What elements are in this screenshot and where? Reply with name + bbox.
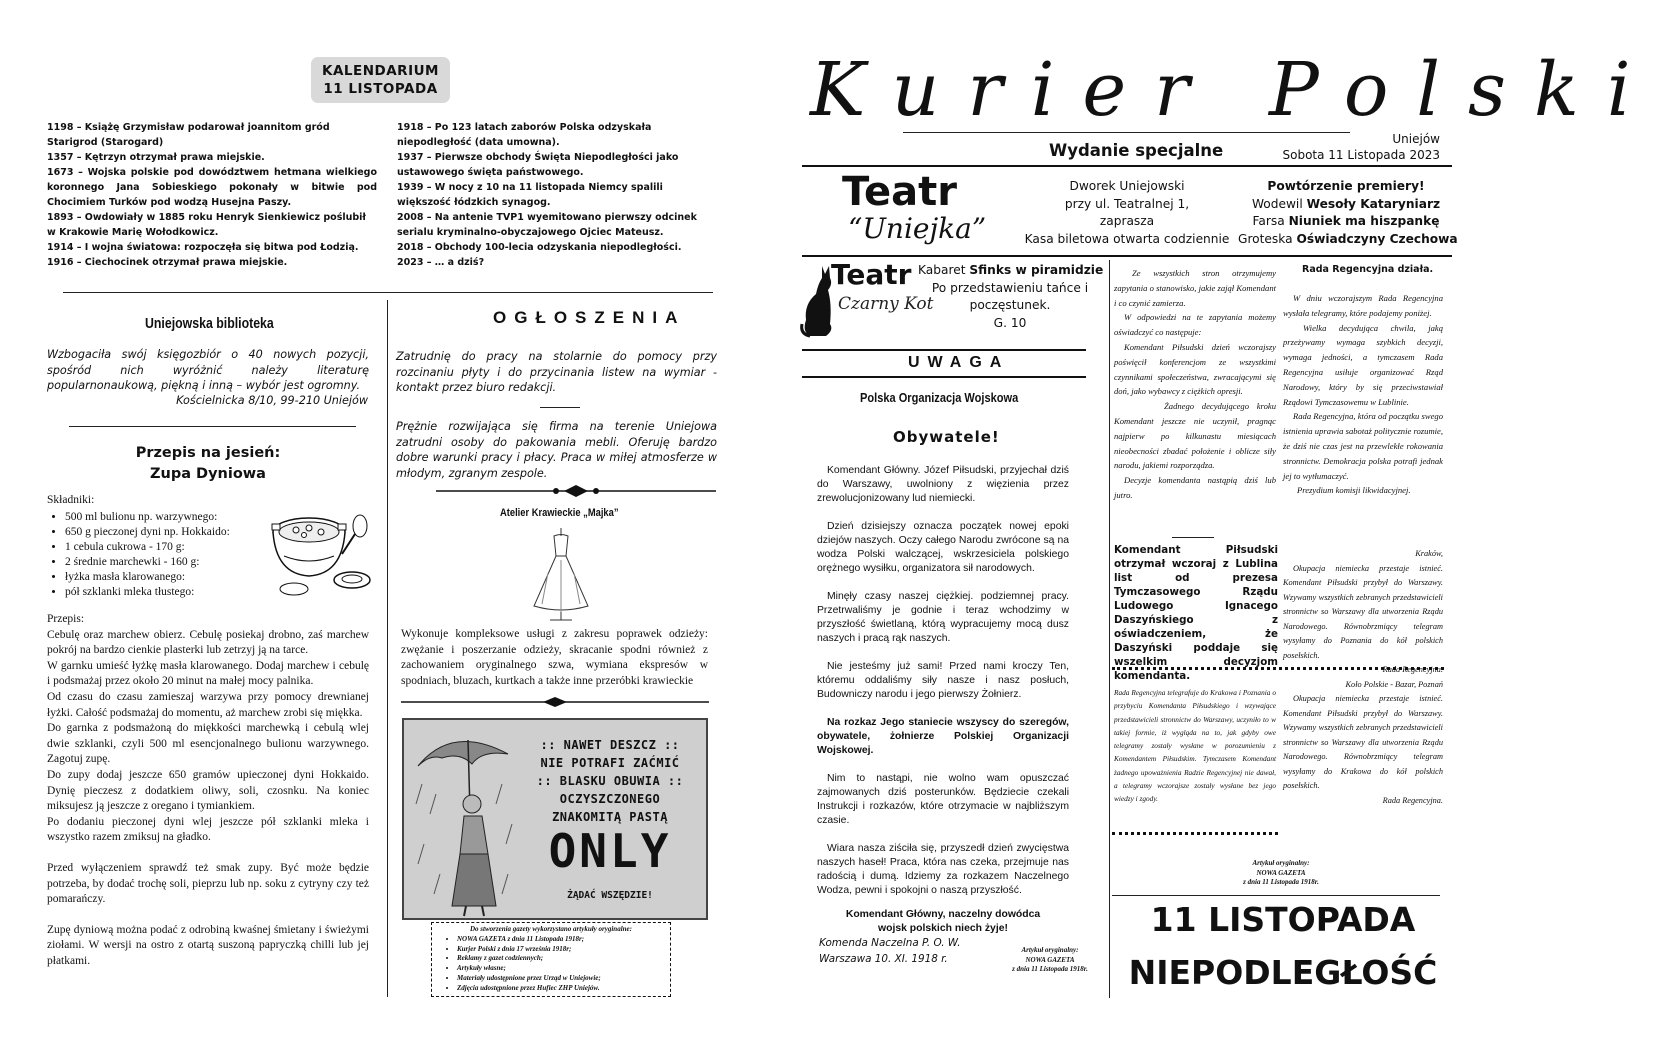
telegram-text: Okupacja niemiecka przestaje istnieć. Komendant Piłsudski przybył do Warszawy. Wzywamy wszystkich zebranych przedstawicieli stronnictw so Warszawy dla utworzenia Rządu Narodowego. Równobrzmiący telegram wysyłamy do Poznania do kół polskich posełskich. bbox=[1283, 563, 1443, 660]
biblioteka-text: Wzbogaciła swój księgozbiór o 40 nowych pozycji, spośród nich wyróżnić należy literaturę popularnonaukową, piękną i inną – wybór jest ogromny. bbox=[47, 348, 369, 392]
article-signature: Prezydium komisji likwidacyjnej. bbox=[1297, 485, 1411, 496]
biblioteka-title: Uniejowska biblioteka bbox=[145, 316, 274, 332]
note-line: z dnia 11 Listopada 1918r. bbox=[1243, 878, 1319, 886]
divider bbox=[802, 349, 1086, 351]
article-paragraph: Ze wszystkich stron otrzymujemy zapytania o stanowisko, jakie zajął Komendant i co czynić zamierza. bbox=[1114, 268, 1276, 308]
column-divider bbox=[1109, 260, 1110, 998]
masthead-city: Uniejów bbox=[1392, 132, 1440, 146]
note-line: Artykuł oryginalny: bbox=[1252, 859, 1310, 867]
headline-date: 11 LISTOPADA bbox=[1150, 900, 1416, 939]
przepis-title-1: Przepis na jesień: bbox=[135, 445, 281, 461]
only-line: ZNAKOMITĄ PASTĄ bbox=[552, 810, 668, 824]
obywatele-title: Obywatele! bbox=[893, 428, 1000, 446]
telegram-signature: Rada Regencyjna. bbox=[1382, 795, 1443, 805]
source-item: • Zdjęcia udostępnione przez Hufiec ZHP Uniejów. bbox=[457, 984, 665, 994]
divider bbox=[540, 407, 580, 408]
ogloszenia-title: OGŁOSZENIA bbox=[493, 308, 686, 327]
show-genre: Kabaret bbox=[918, 263, 970, 277]
dotted-divider bbox=[1112, 832, 1278, 835]
only-advertisement bbox=[402, 718, 708, 920]
ingredient: • 650 g pieczonej dyni np. Hokkaido: bbox=[65, 525, 277, 540]
note-line: Artykuł oryginalny: bbox=[1021, 946, 1079, 954]
kalendarium-badge bbox=[311, 57, 450, 103]
only-line: OCZYSZCZONEGO bbox=[559, 792, 661, 806]
recipe-step: Po dodaniu pieczonej dyni wlej jeszcze pół szklanki mleka i wszystko razem zmiksuj na gładko. bbox=[47, 815, 369, 844]
uwaga-signature: wojsk polskich niech żyje! bbox=[878, 923, 1008, 934]
kal-entry: 1198 – Książę Grzymisław podarował joannitom gród Starigrod (Starogard) bbox=[47, 122, 330, 148]
telegram-place: Koło Polskie - Bazar, Poznań bbox=[1345, 679, 1443, 689]
divider bbox=[802, 376, 1086, 378]
show-line bbox=[1238, 213, 1454, 231]
teatr-kot-name: Teatr bbox=[831, 258, 912, 291]
only-line: :: NAWET DESZCZ :: bbox=[540, 738, 680, 752]
info-line: G. 10 bbox=[993, 315, 1027, 330]
kal-entry: 1673 – Wojska polskie pod dowództwem hetmana wielkiego koronnego Jana Sobieskiego pokonały w bitwie pod Chocimiem Turków pod wodzą Husejna Paszy. bbox=[47, 167, 377, 208]
teatr-kot-subname: Czarny Kot bbox=[838, 294, 934, 314]
recipe-step: Do zupy dodaj jeszcze 650 gramów upieczonej dyni Hokkaido. Dynię pieczesz z dodatkiem oliwy, soli, czosnku. Na koniec miksujesz ją jeszcze z oregano i tymiankiem. bbox=[47, 768, 369, 813]
premiere-note: Powtórzenie premiery! bbox=[1267, 179, 1425, 193]
show-genre: Farsa bbox=[1252, 214, 1289, 228]
ornament-divider bbox=[401, 696, 709, 708]
atelier-title: Atelier Krawieckie „Majka” bbox=[500, 507, 619, 519]
article-paragraph: W odpowiedzi na te zapytania możemy oświadczyć co następuje: bbox=[1114, 312, 1276, 338]
divider bbox=[63, 292, 713, 293]
show-line bbox=[918, 262, 1102, 280]
teatr-uniejka-name: Teatr bbox=[842, 169, 957, 215]
uwaga-paragraph: Wiara nasza ziściła się, przyszedł dzień zwycięstwa naszych haseł! Praca, która nas czeka, przejmuje nas radością i dumą. Idziemy za rozkazem Naczelnego Wodza, pewni i spokojni o naszą przyszłość. bbox=[817, 843, 1069, 896]
only-line: :: BLASKU OBUWIA :: bbox=[536, 774, 684, 788]
uwaga-body bbox=[817, 464, 1069, 936]
info-line: zaprasza bbox=[1099, 214, 1155, 228]
uwaga-footer bbox=[819, 935, 961, 967]
divider bbox=[69, 426, 356, 427]
sources-title: Do stworzenia gazety wykorzystano artykuły oryginalne: bbox=[470, 925, 632, 933]
skladniki-label: Składniki: bbox=[47, 494, 95, 506]
original-article-note bbox=[1226, 859, 1336, 888]
original-article-note bbox=[1000, 946, 1100, 975]
article-paragraph: Żadnego decydującego kroku Komendant jeszcze nie uczynił, pragnąc najpierw po kilkunastu miesiącach nieobecności zbadać położenie i oblicze siły narodu, jakiemi rozporządza. bbox=[1114, 401, 1276, 471]
uwaga-paragraph: Na rozkaz Jego staniecie wszyscy do szeregów, obywatele, żołnierze Polskiej Organizacji Wojskowej. bbox=[817, 717, 1069, 756]
article-paragraph: Wielka decydująca chwila, jaką przeżywamy wymaga szybkich decyzji, wymaga jedności, a tymczasem Rada Regencyjna usiłuje organizować Rząd Narodowy, który by się przeciwstawiał Rządowi Tymczasowemu w Lublinie. bbox=[1283, 322, 1443, 407]
recipe-paragraph: Przed wyłączeniem sprawdź też smak zupy. Być może będzie potrzeba, by dodać trochę soli, pieprzu lub np. soku z cytryny czy też pomarańczy. bbox=[47, 861, 369, 906]
masthead-date: Sobota 11 Listopada 2023 bbox=[1282, 148, 1440, 162]
kal-entry: 1893 – Owdowiały w 1885 roku Henryk Sienkiewicz poślubił w Krakowie Marię Wołodkowicz. bbox=[47, 212, 366, 238]
divider bbox=[1112, 895, 1440, 896]
sources-box bbox=[431, 922, 671, 997]
headline-independence: NIEPODLEGŁOŚĆ bbox=[1128, 953, 1438, 992]
col3-bold-article: Komendant Piłsudski otrzymał wczoraj z Lublina list od prezesa Tymczasowego Rządu Ludowego Ignacego Daszyńskiego z oświadczeniem, że Daszyński poddaje się wszelkim decyzjom komendanta. bbox=[1114, 544, 1278, 682]
note-line: NOWA GAZETA bbox=[1025, 955, 1075, 964]
biblioteka-address: Kościelnicka 8/10, 99-210 Uniejów bbox=[176, 394, 368, 407]
kal-entry: 2018 – Obchody 100-lecia odzyskania niepodległości. bbox=[397, 242, 682, 253]
source-item: • Kurjer Polski z dnia 17 września 1918r; bbox=[457, 945, 665, 955]
uwaga-paragraph: Nie jesteśmy już sami! Przed nami kroczy Ten, któremu oddaliśmy siły nasze i nasz posłuch, Budowniczy narodu i jego pierwszy Żołnierz. bbox=[817, 661, 1069, 700]
teatr-uniejka-subname: “Uniejka” bbox=[848, 212, 987, 245]
info-line: przy ul. Teatralnej 1, bbox=[1064, 196, 1190, 211]
info-line: Dworek Uniejowski bbox=[1069, 179, 1185, 193]
only-tagline: ŻĄDAĆ WSZĘDZIE! bbox=[567, 890, 653, 901]
only-slogan bbox=[520, 736, 700, 826]
col3-article bbox=[1114, 266, 1276, 503]
uwaga-paragraph: Dzień dzisiejszy oznacza początek nowej epoki dziejów naszych. Oczy całego Narodu zwrócone są na wodza Polski walczącej, wskrzesiciela polskiego orężnego wysiłku, organizatora sił narodowych. bbox=[817, 521, 1069, 574]
only-brand: ONLY bbox=[548, 824, 672, 878]
teatr-kot-info bbox=[918, 262, 1102, 332]
article-paragraph: Komendant Piłsudski dzień wczorajszy poświęcił konferencjom ze wszystkimi czynnikami społeczeństwa, zwracającymi się doń, jako wybawcy z ciężkich opresji. bbox=[1114, 341, 1276, 397]
kalendarium-title: KALENDARIUM bbox=[321, 63, 439, 79]
show-title: Niuniek ma hiszpankę bbox=[1288, 214, 1440, 228]
kalendarium-left bbox=[47, 120, 377, 270]
telegram-signature: Rada Regencyjna. bbox=[1382, 665, 1443, 674]
uwaga-title: UWAGA bbox=[908, 354, 1010, 371]
show-title: Oświadczyny Czechowa bbox=[1296, 231, 1458, 246]
col4-telegrams bbox=[1283, 547, 1443, 808]
recipe-text bbox=[47, 612, 369, 969]
recipe-step: Cebulę oraz marchew obierz. Cebulę posiekaj drobno, zaś marchew pokrój na bardzo cienkie plasterki lub zetrzyj ją na tarce. bbox=[47, 628, 369, 657]
ingredient: • 1 cebula cukrowa - 170 g: bbox=[65, 540, 277, 555]
source-item: • NOWA GAZETA z dnia 11 Listopada 1918r; bbox=[457, 935, 665, 945]
teatr-uniejka-info bbox=[1012, 178, 1242, 248]
article-paragraph: Decyzje komendanta nastąpią dziś lub jutro. bbox=[1114, 475, 1276, 500]
kal-entry: 1939 – W nocy z 10 na 11 listopada Niemcy spalili większość łódzkich synagog. bbox=[397, 182, 663, 208]
kal-entry: 1918 – Po 123 latach zaborów Polska odzyskała niepodległość (data umowna). bbox=[397, 122, 652, 148]
ingredient: • 2 średnie marchewki - 160 g: bbox=[65, 555, 277, 570]
recipe-step: Do garnka z podsmażoną do miękkości marchewką i cebulą wlej dwie szklanki, czyli 500 ml esencjonalnego bulionu warzywnego. Zagotuj zupę. bbox=[47, 722, 369, 766]
source-item: • Artykuły własne; bbox=[457, 964, 665, 974]
ornament-divider bbox=[436, 484, 716, 498]
article-paragraph: Rada Regencyjna, która od początku swego istnienia uprawia sabotaż politycznie rozumie, że dziś nie czas jest na przewlekłe rokowania stronnictw. Demokracja polska potrafi jednak jej to wytłumaczyć. bbox=[1283, 411, 1443, 481]
show-title: Sfinks w piramidzie bbox=[969, 263, 1104, 277]
recipe-paragraph: Zupę dyniową można podać z odrobiną kwaśnej śmietany i świeżymi ziołami. W wersji na ostro z otartą suszoną papryczką chilli lub jej płatkami. bbox=[47, 923, 369, 967]
teatr-uniejka-repertoire bbox=[1238, 178, 1458, 248]
show-line bbox=[1238, 196, 1454, 214]
col4-article bbox=[1283, 291, 1443, 498]
footer-line: Komenda Naczelna P. O. W. bbox=[819, 937, 961, 949]
show-title: Wesoły Kataryniarz bbox=[1306, 196, 1441, 211]
divider bbox=[802, 255, 1452, 257]
kal-entry: 1937 – Pierwsze obchody Święta Niepodległości jako ustawowego święta państwowego. bbox=[397, 152, 679, 178]
dress-illustration bbox=[528, 528, 594, 620]
show-genre: Wodewil bbox=[1251, 196, 1307, 211]
only-line: NIE POTRAFI ZAĆMIĆ bbox=[540, 756, 680, 770]
kalendarium-right bbox=[397, 120, 713, 270]
rada-title: Rada Regencyjna działa. bbox=[1302, 264, 1434, 275]
uwaga-signature: Komendant Główny, naczelny dowódca bbox=[845, 909, 1041, 920]
divider bbox=[1172, 537, 1214, 538]
ad-stolarnia: Zatrudnię do pracy na stolarnie do pomocy przy rozcinaniu płyty i do przycinania listew na wymiar - kontakt przez biuro redakcji. bbox=[396, 350, 717, 394]
masthead-title: Kurier Polski bbox=[810, 47, 1659, 133]
telegram-place: Kraków, bbox=[1415, 549, 1443, 558]
przepis-title bbox=[47, 443, 369, 485]
ingredient: • pół szklanki mleka tłustego: bbox=[65, 585, 277, 600]
article-paragraph: W dniu wczorajszym Rada Regencyjna wysłała telegramy, które podajemy poniżej. bbox=[1283, 293, 1443, 318]
footer-line: Warszawa 10. XI. 1918 r. bbox=[819, 953, 948, 965]
uwaga-paragraph: Komendant Główny. Józef Piłsudski, przyjechał dziś do Warszawy, uwolniony z więzienia przez zrewolucjonizowany lud niemiecki. bbox=[817, 465, 1069, 504]
uwaga-paragraph: Minęły czasy naszej ciężkiej. podziemnej pracy. Przetrwaliśmy je godnie i teraz wchodzimy w przyszłość świetlaną, którą wypracujemy mocą dusz naszych i pracą rąk naszych. bbox=[817, 591, 1069, 644]
kalendarium-date: 11 LISTOPADA bbox=[323, 81, 438, 97]
masthead-rule bbox=[903, 132, 1350, 133]
przepis-label: Przepis: bbox=[47, 613, 85, 625]
ad-meble: Prężnie rozwijająca się firma na terenie Uniejowa zatrudni osoby do pakowania mebli. Oferuję bardzo dobre warunki pracy i płacy. Praca w miłej atmosferze w młodym, zgranym zespole. bbox=[396, 420, 717, 480]
divider bbox=[802, 165, 1452, 167]
ingredient: • 500 ml bulionu np. warzywnego: bbox=[65, 510, 277, 525]
edition-label: Wydanie specjalne bbox=[1049, 141, 1224, 160]
source-item: • Reklamy z gazet codziennych; bbox=[457, 954, 665, 964]
telegram-text: Okupacja niemiecka przestaje istnieć. Komendant Piłsudski przybył do Warszawy. Wzywamy wszystkich zebranych przedstawicieli stronnictw so Warszawy dla utworzenia Rządu Narodowego. Równobrzmiący telegram wysyłamy do Krakowa do kół polskich posełskich. bbox=[1283, 694, 1443, 790]
info-line: Po przedstawieniu tańce i bbox=[931, 280, 1089, 295]
show-genre: Groteska bbox=[1238, 231, 1297, 246]
kal-entry: 2023 – … a dziś? bbox=[397, 257, 485, 268]
pow-title: Polska Organizacja Wojskowa bbox=[860, 390, 1019, 405]
col3-telegram-article: Rada Regencyjna telegrafuje do Krakowa i Poznania o przybyciu Komendanta Piłsudskiego i wzywające przedstawicieli stronnictw do Warszawy, uczyniło to w takiej formie, iż wygląda na to, jak gdyby owe telegramy zostały wysłane w porozumieniu z Komendantem Piłsudskim. Tymczasem Komendant żadnego upoważnienia Radzie Regencyjnej nie dawał, a telegramy wczorajsze zostały wysłane bez jego wiedzy i zgody. bbox=[1114, 688, 1276, 804]
atelier-text: Wykonuje kompleksowe usługi z zakresu poprawek odzieży: zwężanie i poszerzanie odzieży, skracanie spodni również z zachowaniem oryginalnego szwa, wymiana ekspresów w spodniach, bluzach, kurtkach a także inne przeróbki krawieckie bbox=[401, 628, 708, 687]
column-divider bbox=[387, 300, 388, 997]
source-item: • Materiały udostępnione przez Urząd w Uniejowie; bbox=[457, 974, 665, 984]
note-line: NOWA GAZETA bbox=[1256, 868, 1306, 877]
ingredient: • łyżka masła klarowanego: bbox=[65, 570, 277, 585]
kal-entry: 1357 – Kętrzyn otrzymał prawa miejskie. bbox=[47, 152, 265, 163]
info-line: Kasa biletowa otwarta codziennie bbox=[1024, 231, 1230, 246]
soup-pot-illustration bbox=[264, 494, 372, 602]
woman-umbrella-illustration bbox=[412, 724, 522, 918]
kal-entry: 1914 – I wojna światowa: rozpoczęła się bitwa pod Łodzią. bbox=[47, 242, 359, 253]
kal-entry: 1916 – Ciechocinek otrzymał prawa miejskie. bbox=[47, 257, 288, 268]
recipe-step: Od czasu do czasu zamieszaj warzywa przy pomocy drewnianej łyżki. Całość podsmażaj do momentu, aż marchew zrobi się miękka. bbox=[47, 690, 369, 719]
przepis-title-2: Zupa Dyniowa bbox=[150, 466, 266, 482]
note-line: z dnia 11 Listopada 1918r. bbox=[1012, 965, 1088, 973]
uwaga-paragraph: Nim to nastąpi, nie wolno wam opuszczać zajmowanych dziś posterunków. Będziecie czekali Instrukcji i rozkazów, które otrzymacie w najbliższym czasie. bbox=[817, 773, 1069, 826]
kal-entry: 2008 – Na antenie TVP1 wyemitowano pierwszy odcinek serialu kryminalno-obyczajowego Ojciec Mateusz. bbox=[397, 212, 697, 238]
info-line: poczęstunek. bbox=[969, 298, 1051, 312]
show-line bbox=[1238, 231, 1458, 249]
recipe-step: W garnku umieść łyżkę masła klarowanego. Dodaj marchew i cebulę i podsmażaj przez około 20 minut na małej mocy palnika. bbox=[47, 659, 369, 688]
ingredients-list bbox=[47, 510, 277, 600]
